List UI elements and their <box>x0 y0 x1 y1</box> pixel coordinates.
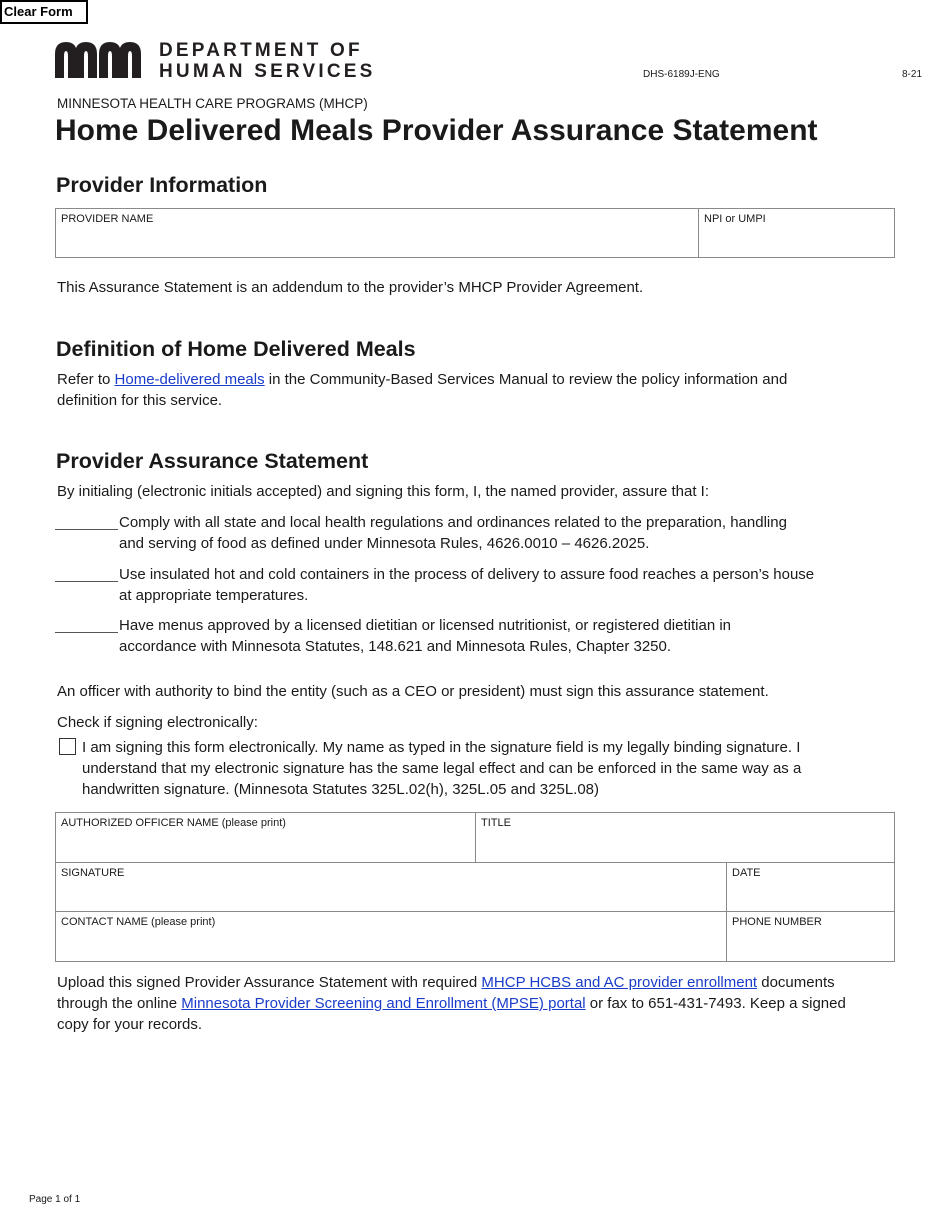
contact-name-label: CONTACT NAME (please print) <box>61 916 216 928</box>
signature-field[interactable] <box>56 863 727 911</box>
officer-name-label: AUTHORIZED OFFICER NAME (please print) <box>61 817 286 829</box>
addendum-note: This Assurance Statement is an addendum to the provider’s MHCP Provider Agreement. <box>57 279 644 296</box>
phone-label: PHONE NUMBER <box>732 916 822 928</box>
home-delivered-meals-link[interactable]: Home-delivered meals <box>114 371 265 388</box>
provider-name-label: PROVIDER NAME <box>61 213 154 225</box>
provider-name-field[interactable] <box>56 209 699 257</box>
form-code: DHS-6189J-ENG <box>643 69 720 80</box>
provider-info-heading: Provider Information <box>56 173 268 197</box>
initials-field[interactable] <box>55 617 118 633</box>
officer-note: An officer with authority to bind the entity (such as a CEO or president) must sign this assurance statement. <box>57 683 769 700</box>
assurance-item-text: Have menus approved by a licensed dietitian or licensed nutritionist, or registered dietitian in accordance with Minnesota Statutes, 148.621 and Minnesota Rules, Chapter 3250. <box>119 617 732 655</box>
check-prompt: Check if signing electronically: <box>57 714 258 731</box>
esign-statement: I am signing this form electronically. My name as typed in the signature field is my legally binding signature. I understand that my electronic signature has the same legal effect and can be enforced in the same way as a handwritten signature. (Minnesota Statutes 325L.02(h), 325L.05 and 325L.08) <box>82 739 802 798</box>
assurance-heading: Provider Assurance Statement <box>56 449 369 473</box>
initials-field[interactable] <box>55 514 118 530</box>
phone-field[interactable] <box>727 912 894 961</box>
page-title: Home Delivered Meals Provider Assurance Statement <box>55 114 818 147</box>
definition-heading: Definition of Home Delivered Meals <box>56 337 416 361</box>
date-field[interactable] <box>727 863 894 911</box>
enrollment-link[interactable]: MHCP HCBS and AC provider enrollment <box>481 974 758 991</box>
npi-label: NPI or UMPI <box>704 213 766 225</box>
title-field[interactable] <box>476 813 894 862</box>
esign-checkbox[interactable] <box>59 738 76 755</box>
assurance-item-text: Use insulated hot and cold containers in the process of delivery to assure food reaches a person’s house at appropriate temperatures. <box>119 566 815 604</box>
upload-instructions: Upload this signed Provider Assurance Statement with required MHCP HCBS and AC provider enrollment documents through the online Minnesota Provider Screening and Enrollment (MPSE) portal or fax to 651-431-7493. Keep a signed copy for your records. <box>57 974 846 1033</box>
officer-name-field[interactable] <box>56 813 476 862</box>
dhs-logo <box>55 40 380 80</box>
signature-table <box>55 812 895 962</box>
clear-form-button[interactable]: Clear Form <box>0 0 88 24</box>
logo-text: DEPARTMENT OF HUMAN SERVICES <box>159 40 376 82</box>
date-label: DATE <box>732 867 761 879</box>
page-number: Page 1 of 1 <box>29 1194 81 1205</box>
assurance-item-text: Comply with all state and local health regulations and ordinances related to the preparation, handling and serving of food as defined under Minnesota Rules, 4626.0010 – 4626.2025. <box>119 514 787 552</box>
assurance-intro: By initialing (electronic initials accepted) and signing this form, I, the named provider, assure that I: <box>57 483 709 500</box>
initials-field[interactable] <box>55 566 118 582</box>
title-label: TITLE <box>481 817 511 829</box>
npi-field[interactable] <box>699 209 894 257</box>
mpse-portal-link[interactable]: Minnesota Provider Screening and Enrollment (MPSE) portal <box>181 995 586 1012</box>
form-date: 8-21 <box>902 69 923 80</box>
definition-text: Refer to Home-delivered meals in the Community-Based Services Manual to review the policy information and definition for this service. <box>57 371 788 409</box>
provider-info-table <box>55 208 895 258</box>
signature-label: SIGNATURE <box>61 867 125 879</box>
mn-logo-icon <box>55 40 147 80</box>
program-name: MINNESOTA HEALTH CARE PROGRAMS (MHCP) <box>57 96 368 111</box>
contact-name-field[interactable] <box>56 912 727 961</box>
